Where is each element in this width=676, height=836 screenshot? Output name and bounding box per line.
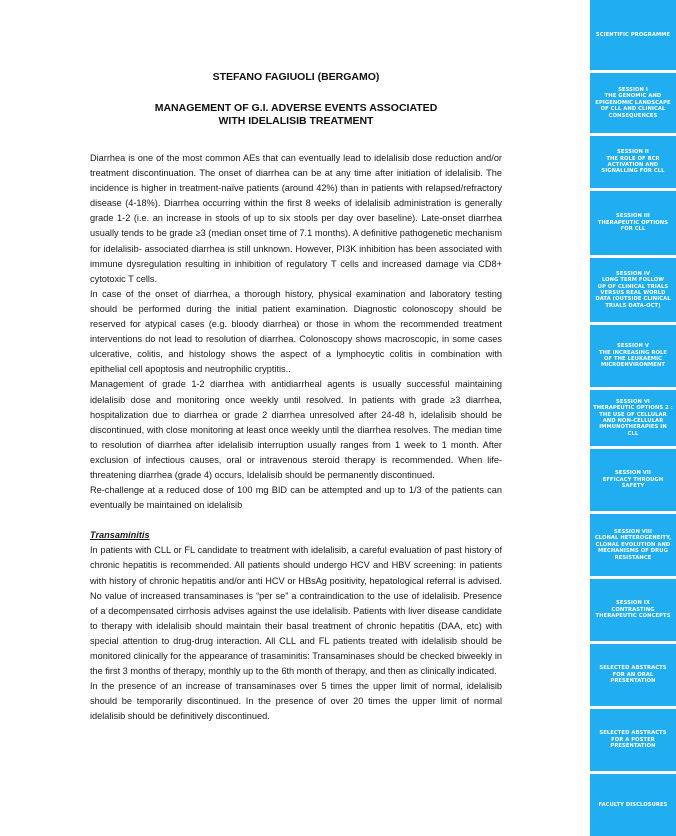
sidebar-item-session-7[interactable] — [590, 449, 676, 511]
sidebar-nav — [590, 0, 676, 836]
sidebar-item-label: SESSION II THE ROLE OF BCR ACTIVATION AND SIGNALLING FOR CLL — [601, 149, 665, 175]
sidebar-item-faculty-disclosures[interactable] — [590, 774, 676, 836]
sidebar-item-label: SESSION VIII CLONAL HETEROGENEITY, CLONAL EVOLUTION AND MECHANISMS OF DRUG RESISTANCE — [594, 528, 672, 561]
section-heading-transaminitis: Transaminitis — [90, 530, 150, 541]
body-paragraph: Management of grade 1-2 diarrhea with antidiarrheal agents is usually successful maintaining idelalisib dose and monitoring once weekly until resolved. In patients with grade ≥3 diarrhea, hospitalization due to diarrhea or grade 2 diarrhea unresolved after 24-48 h, idelalisib should be discontinued, with close monitoring at least once weekly until the diarrhea resolves. The median time to resolution of diarrhea after idelalisib interruption usually ranges from 1 week to 1 month. After exclusion of infectious causes, oral or intravenous steroid therapy is recommended. When life-threatening diarrhea (grade 4) occurs, Idelalisib should be permanently discontinued. — [90, 379, 502, 480]
body-paragraph: In case of the onset of diarrhea, a thorough history, physical examination and laboratory testing should be performed during the initial patient examination. Diagnostic colonoscopy should be reserved for atypical cases (e.g. bloody diarrhea) or those in whom the recommended treatment interventions do not lead to resolution of diarrhea. Colonoscopy shows macroscopic, in some cases ulcerative, colitis, and histology shows the aspect of a lymphocytic colitis in combination with epithelial cell apoptosis and neutrophilic cryptitis.. — [90, 288, 502, 375]
body-paragraph: In the presence of an increase of transaminases over 5 times the upper limit of normal, idelalisib should be temporarily discontinued. In the presence of over 20 times the upper limit of normal idelalisib should be definitively discontinued. — [90, 681, 502, 722]
body-paragraph: In patients with CLL or FL candidate to treatment with idelalisib, a careful evaluation of past history of chronic hepatitis is recommended. All patients should undergo HCV and HBV screening: in patients with history of chronic hepatitis and/or anti HCV or HBsAg positivity, hepatological referral is advised. No value of increased transaminases is “per se” a contraindication to the use of idelalisib. Presence of a decompensated cirrhosis advises against the use idelalisib. Patients with liver disease candidate to therapy with idelalisib should maintain their basal treatment of chronic hepatitis (DAA, etc) with special attention to drug-drug interaction. All CLL and FL patients treated with idelalisib should be monitored clinically for the appearance of trasaminitis: Transaminases should be checked biweekly in the first 3 months of therapy, monthly up to the 6th month of therapy, and then as clinically indicated. — [90, 545, 502, 677]
body-paragraph: Diarrhea is one of the most common AEs that can eventually lead to idelalisib dose reduction and/or treatment discontinuation. The onset of diarrhea can be at any time after initiation of idelalisib. The incidence is higher in treatment-naïve patients (around 42%) than in patients with relapsed/refractory disease (4-18%). Diarrhea occurring within the first 8 weeks of idelalisib administration is generally grade 1-2 (i.e. an increase in stools of up to six stools per day over baseline). Late-onset diarrhea usually tends to be grade ≥3 (median onset time of 7.1 months). A definitive pathogenetic mechanism for idelalisib- associated diarrhea is still unknown. However, PI3K inhibition has been associated with immune dysregulation resulting in inhibition of regulatory T cells and increased damage via CD8+ cytotoxic T cells. — [90, 153, 502, 284]
sidebar-item-label: SESSION V THE INCREASING ROLE OF THE LEUKAEMIC MICROENVIRONMENT — [598, 343, 668, 369]
sidebar-item-session-8[interactable] — [590, 514, 676, 576]
sidebar-item-scientific-programme[interactable] — [590, 0, 676, 70]
sidebar-item-session-1[interactable] — [590, 73, 676, 133]
abstract-title — [90, 102, 502, 128]
sidebar-item-label: FACULTY DISCLOSURES — [598, 801, 668, 808]
sidebar-item-oral-abstracts[interactable] — [590, 644, 676, 706]
sidebar-item-session-3[interactable] — [590, 191, 676, 255]
sidebar-item-label: SESSION I THE GENOMIC AND EPIGENOMIC LANDSCAPE OF CLL AND CLINICAL CONSEQUENCES — [595, 86, 671, 119]
abstract-body — [90, 151, 502, 724]
sidebar-item-label: SESSION IX CONTRASTING THERAPEUTIC CONCEPTS — [595, 600, 671, 620]
sidebar-item-label: SESSION VII EFFICACY THROUGH SAFETY — [602, 470, 664, 490]
author-line: STEFANO FAGIUOLI (BERGAMO) — [212, 71, 380, 83]
sidebar-item-label: SESSION IV LONG TERM FOLLOW UP OF CLINICAL TRIALS VERSUS REAL WORLD DATA (OUTSIDE CLINICAL TRIALS DATA-OCT) — [595, 270, 671, 309]
title-line: MANAGEMENT OF G.I. ADVERSE EVENTS ASSOCIATED — [154, 102, 438, 114]
sidebar-item-session-2[interactable] — [590, 136, 676, 188]
sidebar-item-label: SESSION III THERAPEUTIC OPTIONS FOR CLL — [597, 213, 669, 233]
sidebar-item-session-6[interactable] — [590, 390, 676, 446]
body-paragraph: Re-challenge at a reduced dose of 100 mg BID can be attempted and up to 1/3 of the patients can eventually be maintained on idelalisib — [90, 485, 502, 511]
sidebar-item-poster-abstracts[interactable] — [590, 709, 676, 771]
title-line: WITH IDELALISIB TREATMENT — [218, 115, 374, 127]
sidebar-item-label: SELECTED ABSTRACTS FOR AN ORAL PRESENTATION — [599, 665, 667, 685]
sidebar-item-label: SESSION VI THERAPEUTIC OPTIONS 2 : THE USE OF CELLULAR AND NON-CELLULAR IMMUNOTHERAPIES IN CLL — [593, 398, 673, 437]
sidebar-item-session-9[interactable] — [590, 579, 676, 641]
paragraph-gap — [90, 513, 502, 528]
sidebar-item-label: SCIENTIFIC PROGRAMME — [595, 31, 671, 38]
sidebar-item-label: SELECTED ABSTRACTS FOR A POSTER PRESENTATION — [599, 730, 667, 750]
sidebar-item-session-4[interactable] — [590, 258, 676, 322]
sidebar-item-session-5[interactable] — [590, 325, 676, 387]
